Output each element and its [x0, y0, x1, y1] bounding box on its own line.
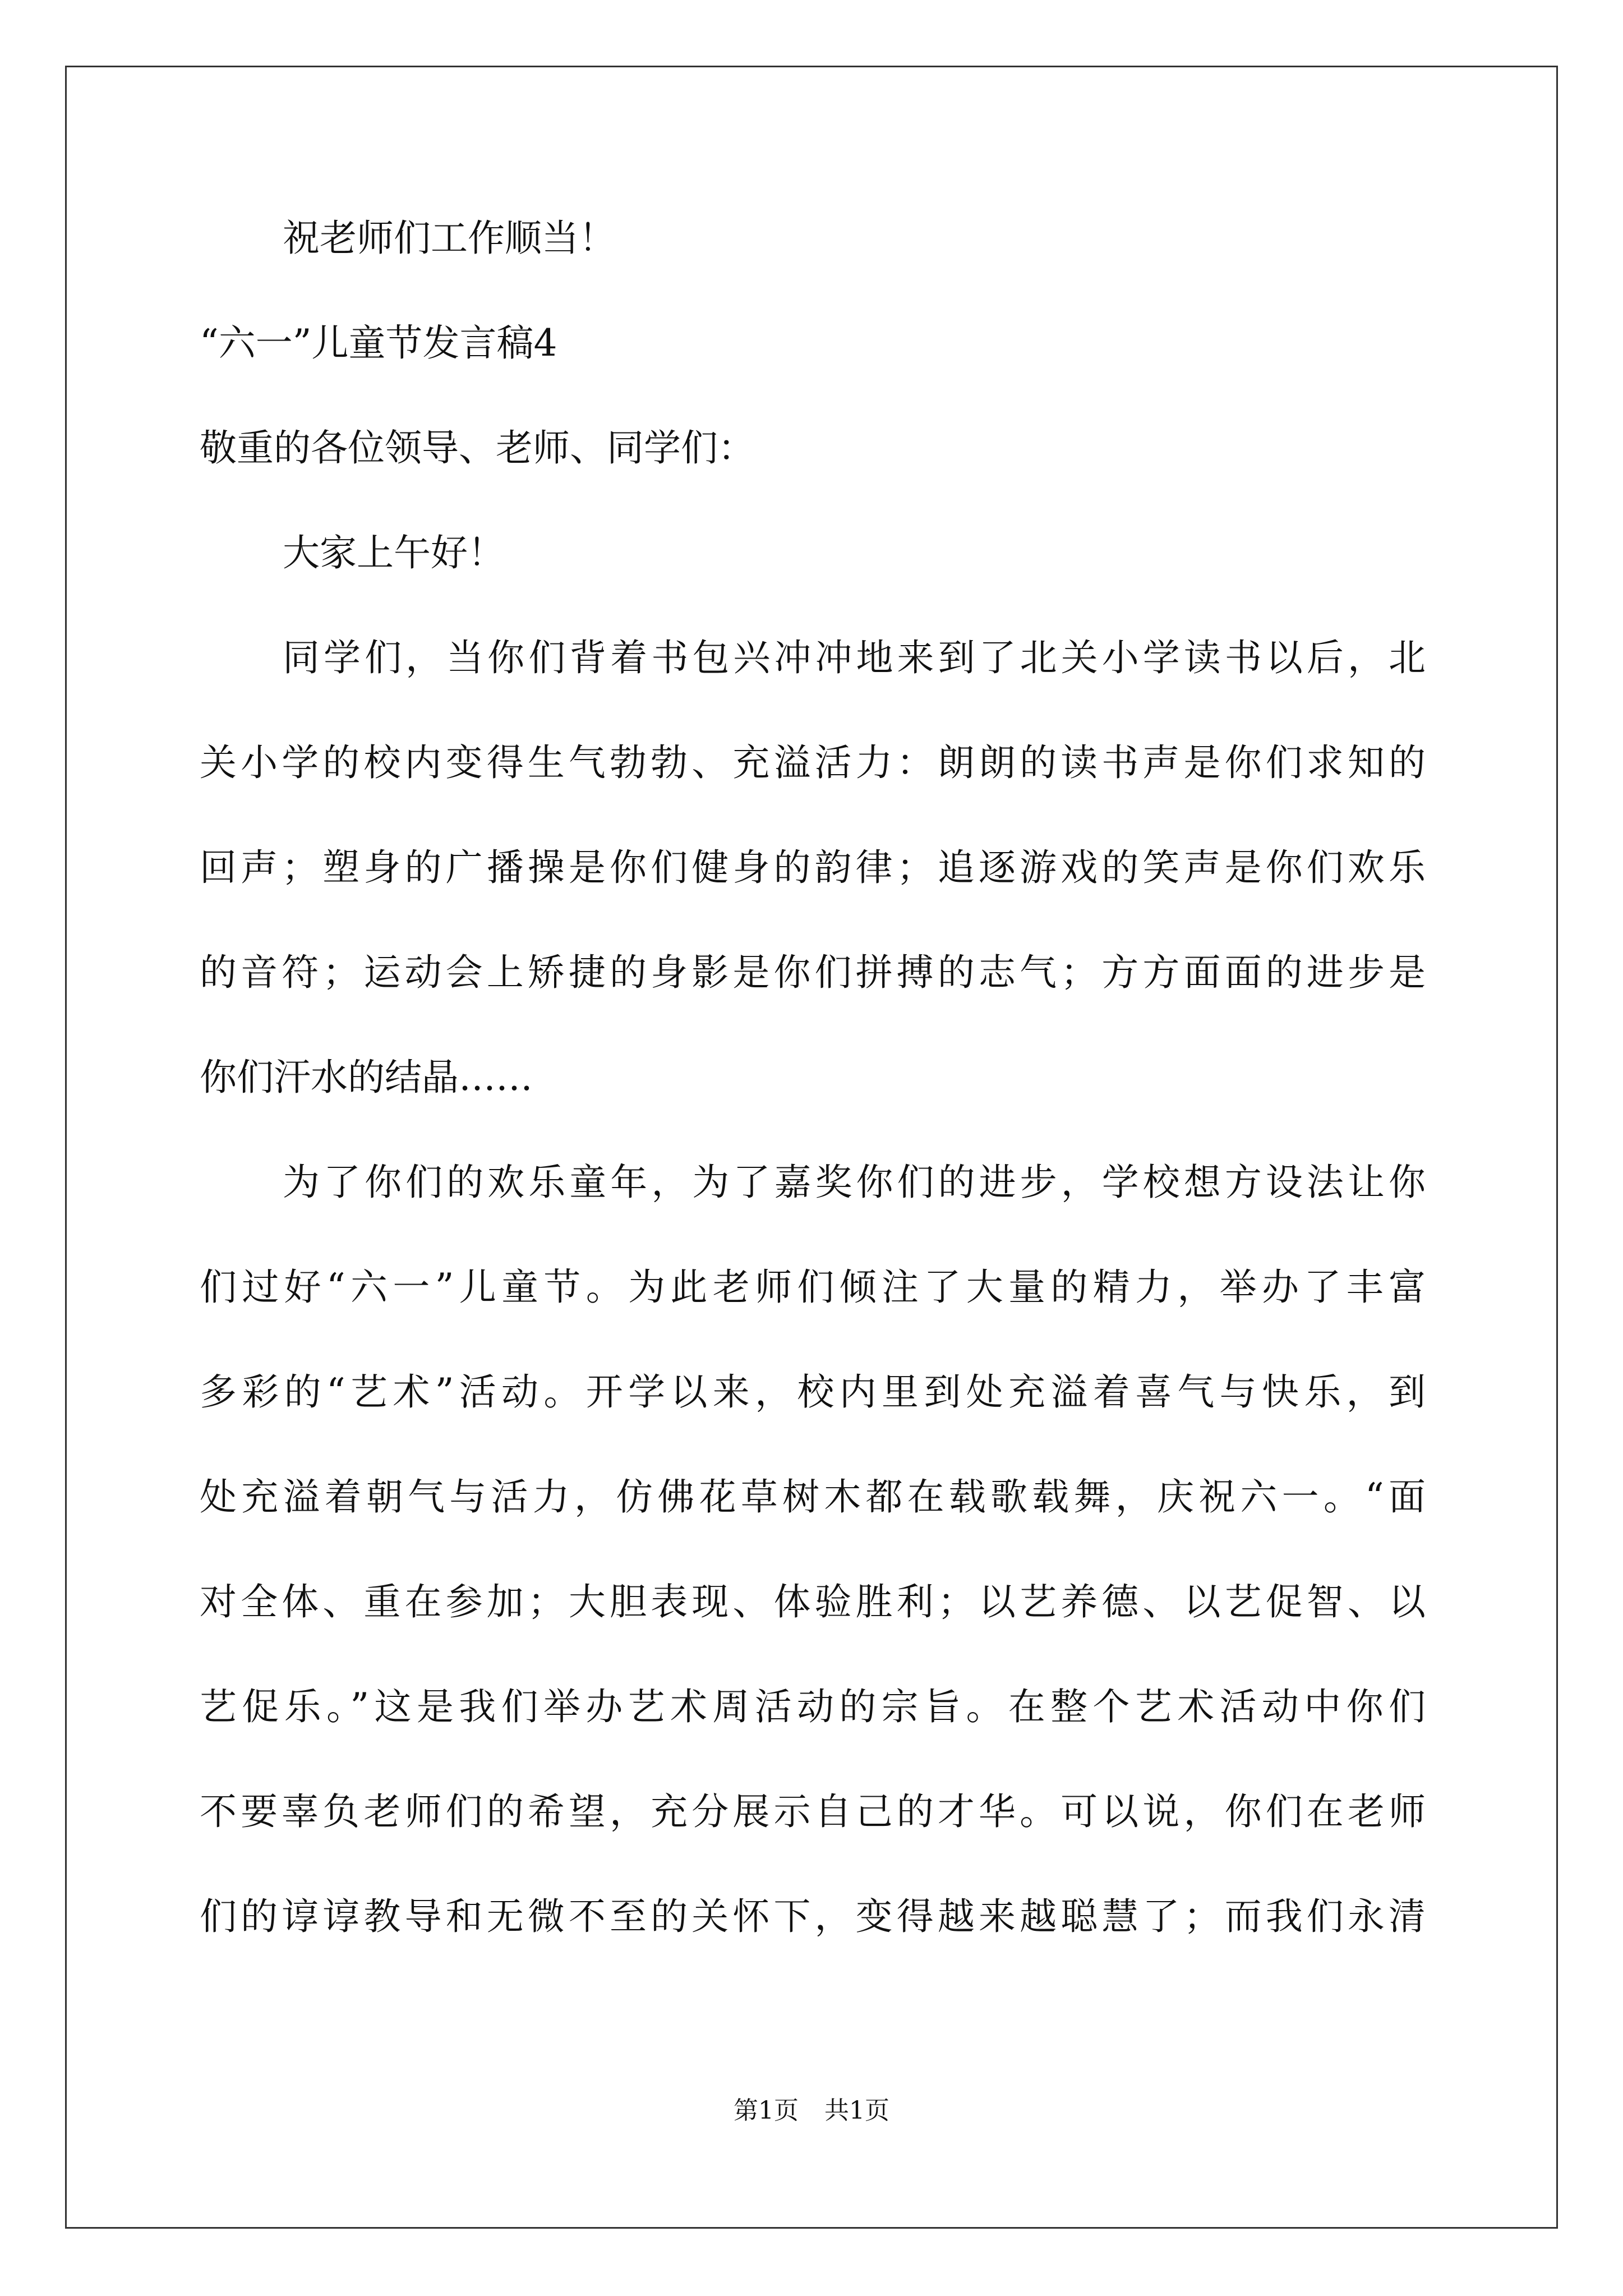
- paragraph-line: 处充溢着朝气与活力，仿佛花草树木都在载歌载舞，庆祝六一。“面: [200, 1475, 1426, 1519]
- paragraph-line: 同学们，当你们背着书包兴冲冲地来到了北关小学读书以后，北: [283, 636, 1426, 679]
- paragraph-line: 们的谆谆教导和无微不至的关怀下，变得越来越聪慧了；而我们永清: [200, 1895, 1426, 1938]
- paragraph-line: 关小学的校内变得生气勃勃、充溢活力：朗朗的读书声是你们求知的: [200, 741, 1426, 784]
- page-number: 第1页: [734, 2096, 799, 2125]
- greeting: 大家上午好！: [283, 531, 505, 574]
- paragraph-line: 艺促乐。”这是我们举办艺术周活动的宗旨。在整个艺术活动中你们: [200, 1685, 1426, 1728]
- speech-title: “六一”儿童节发言稿4: [200, 321, 557, 365]
- paragraph-line: 对全体、重在参加；大胆表现、体验胜利；以艺养德、以艺促智、以: [200, 1580, 1426, 1623]
- paragraph-line: 多彩的“艺术”活动。开学以来，校内里到处充溢着喜气与快乐，到: [200, 1370, 1426, 1414]
- closing-wish: 祝老师们工作顺当！: [283, 217, 616, 260]
- paragraph-line: 回声；塑身的广播操是你们健身的韵律；追逐游戏的笑声是你们欢乐: [200, 846, 1426, 889]
- paragraph-line: 不要辜负老师们的希望，充分展示自己的才华。可以说，你们在老师: [200, 1790, 1426, 1833]
- paragraph-line: 们过好“六一”儿童节。为此老师们倾注了大量的精力，举办了丰富: [200, 1266, 1426, 1309]
- paragraph-line: 为了你们的欢乐童年，为了嘉奖你们的进步，学校想方设法让你: [283, 1161, 1426, 1204]
- paragraph-line: 的音符；运动会上矫捷的身影是你们拼搏的志气；方方面面的进步是: [200, 951, 1426, 994]
- page-footer: [0, 2096, 1623, 2126]
- salutation: 敬重的各位领导、老师、同学们：: [200, 426, 755, 470]
- paragraph-line: 你们汗水的结晶……: [200, 1056, 533, 1099]
- page-total: 共1页: [824, 2096, 889, 2125]
